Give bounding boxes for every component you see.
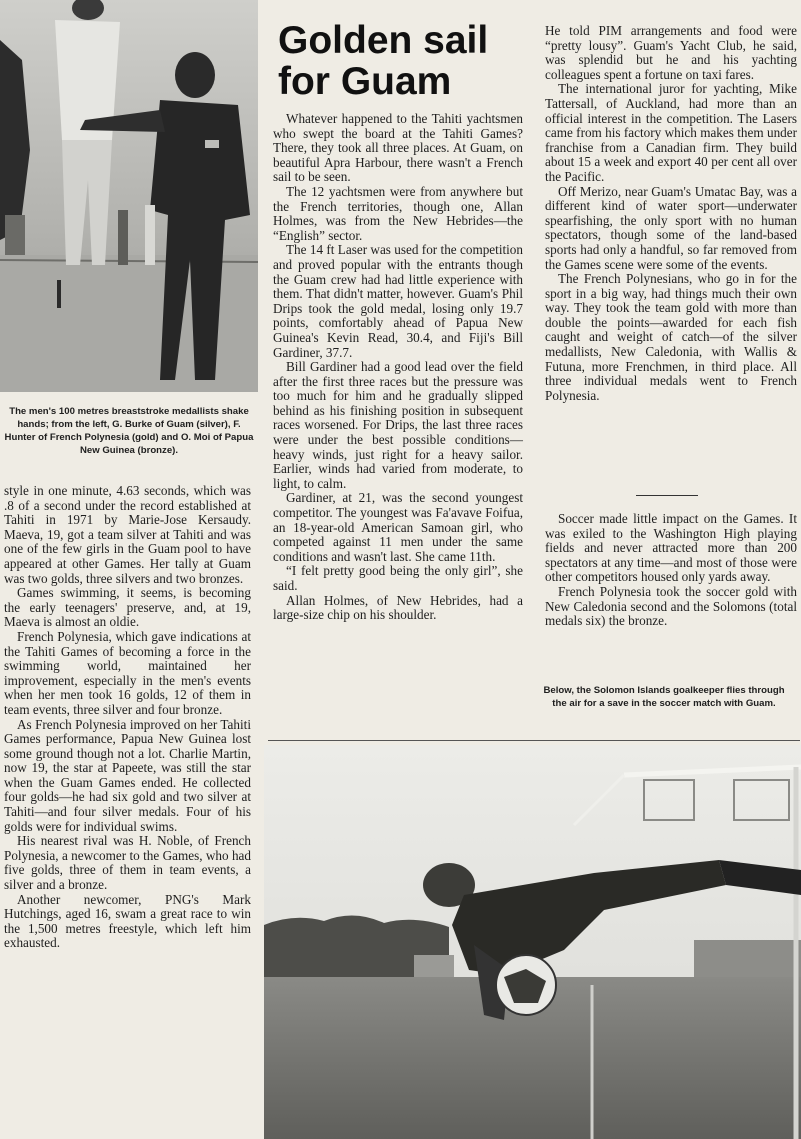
- col3-soccer-paragraph-1: Soccer made little impact on the Games. It was exiled to the Washington High playing fields and never attracted more than 200 spectators at any time—and most of those were other competitors housed only yards away.: [545, 511, 797, 585]
- article-column-3-soccer: [545, 512, 797, 629]
- col3-paragraph-1: He told PIM arrangements and food were “pretty lousy”. Guam's Yacht Club, he said, was splendid but he and his yachting colleagues spent a fortune on taxi fares.: [545, 23, 797, 82]
- col2-paragraph-3: The 14 ft Laser was used for the competition and proved popular with the entrants though the Guam crew had had little experience with them. That didn't matter, however. Guam's Phil Drips took the gold medal, losing only 19.7 points, comfortably ahead of Papua New Guinea's Kevin Read, 30.4, and Fiji's Bill Gardiner, 37.7.: [273, 242, 523, 360]
- col2-paragraph-4: Bill Gardiner had a good lead over the field after the first three races but the pressure was too much for him and he gradually slipped behind as his finishing position in subsequent races worsened. For Drips, the last three races were under the best possible conditions—heavy winds, just right for a heavy sailor. Earlier, winds had varied from moderate, to light, to calm.: [273, 359, 523, 491]
- col3-soccer-paragraph-2: French Polynesia took the soccer gold with New Caledonia second and the Solomons (total medals six) the bronze.: [545, 583, 797, 629]
- photo-goalkeeper-save: [264, 745, 801, 1139]
- col1-paragraph-6: Another newcomer, PNG's Mark Hutchings, aged 16, swam a great race to win the 1,500 metres freestyle, which left him exhausted.: [4, 891, 251, 951]
- col2-paragraph-2: The 12 yachtsmen were from anywhere but the French territories, though one, Allan Holmes, was from the New Hebrides—the “English” sector.: [273, 183, 523, 243]
- col2-paragraph-1: Whatever happened to the Tahiti yachtsmen who swept the board at the Tahiti Games? There, they took all three places. At Guam, on beautiful Apra Harbour, there wasn't a French sail to be seen.: [273, 111, 523, 185]
- caption-breaststroke-medallists: The men's 100 metres breaststroke medallists shake hands; from the left, G. Burke of Guam (silver), F. Hunter of French Polynesia (gold) and O. Moi of Papua New Guinea (bronze).: [4, 406, 254, 456]
- photo-breaststroke-medallists: [0, 0, 258, 392]
- col1-paragraph-4: As French Polynesia improved on her Tahiti Games performance, Papua New Guinea lost some ground though not a lot. Charlie Martin, now 19, the star at Papeete, was still the star when the Guam Games ended. He collected four golds—he had six gold and two silver at Tahiti—and four silver medals. Four of his golds were for individual swims.: [4, 716, 251, 834]
- col1-paragraph-5: His nearest rival was H. Noble, of French Polynesia, a newcomer to the Games, who had five golds, three of them in team events, a silver and a bronze.: [4, 833, 251, 893]
- col1-paragraph-3: French Polynesia, which gave indications at the Tahiti Games of becoming a force in the swimming world, maintained her improvement, especially in the men's events when her men took 16 golds, 12 of them in team events, three silver and four bronze.: [4, 628, 251, 717]
- photo-top-rule: [268, 740, 800, 741]
- col2-paragraph-6: “I felt pretty good being the only girl”, she said.: [273, 563, 523, 593]
- swimmers-photo-image: [0, 0, 258, 392]
- col1-paragraph-1: style in one minute, 4.63 seconds, which was .8 of a second under the record established at Tahiti in 1971 by Marie-Jose Kersaudy. Maeva, 19, got a team silver at Tahiti and was one of the few girls in the Guam pool to have appeared at other Games. Her tally at Guam was two golds, three silvers and two bronzes.: [4, 483, 251, 586]
- article-column-3: [545, 24, 797, 403]
- col1-paragraph-2: Games swimming, it seems, is becoming the early teenagers' preserve, and, at 19, Maeva is almost an oldie.: [4, 585, 251, 630]
- caption-goalkeeper: Below, the Solomon Islands goalkeeper flies through the air for a save in the soccer match with Guam.: [543, 685, 785, 709]
- section-divider: [636, 495, 698, 496]
- col3-paragraph-2: The international juror for yachting, Mike Tattersall, of Auckland, had more than an official interest in the competition. The Lasers came from his factory which makes them under franchise from a Canadian firm. They build about 15 a week and export 40 per cent all over the Pacific.: [545, 81, 797, 184]
- col3-paragraph-4: The French Polynesians, who go in for the sport in a big way, had things much their own way. They took the team gold with more than double the points—awarded for each fish caught and weight of catch—of the silver medallists, New Caledonia, with Wallis & Futuna, more Frenchmen, in third place. All three individual medals went to French Polynesia.: [545, 271, 797, 403]
- col2-paragraph-5: Gardiner, at 21, was the second youngest competitor. The youngest was Fa'avave Foifua, an 18-year-old American Samoan girl, who competed against 11 men under the same conditions and wasn't last. She came 11th.: [273, 490, 523, 564]
- article-column-1: [4, 484, 251, 951]
- article-column-2: [273, 112, 523, 623]
- col2-paragraph-7: Allan Holmes, of New Hebrides, had a large-size chip on his shoulder.: [273, 592, 523, 623]
- goalkeeper-photo-image: [264, 745, 801, 1139]
- col3-paragraph-3: Off Merizo, near Guam's Umatac Bay, was a different kind of water sport—underwater spearfishing, the only sport with no human spectators, though some of the land-based sports had only a handful, so far removed from the Games scene were some of the events.: [545, 183, 797, 272]
- headline: Golden sail for Guam: [278, 19, 489, 103]
